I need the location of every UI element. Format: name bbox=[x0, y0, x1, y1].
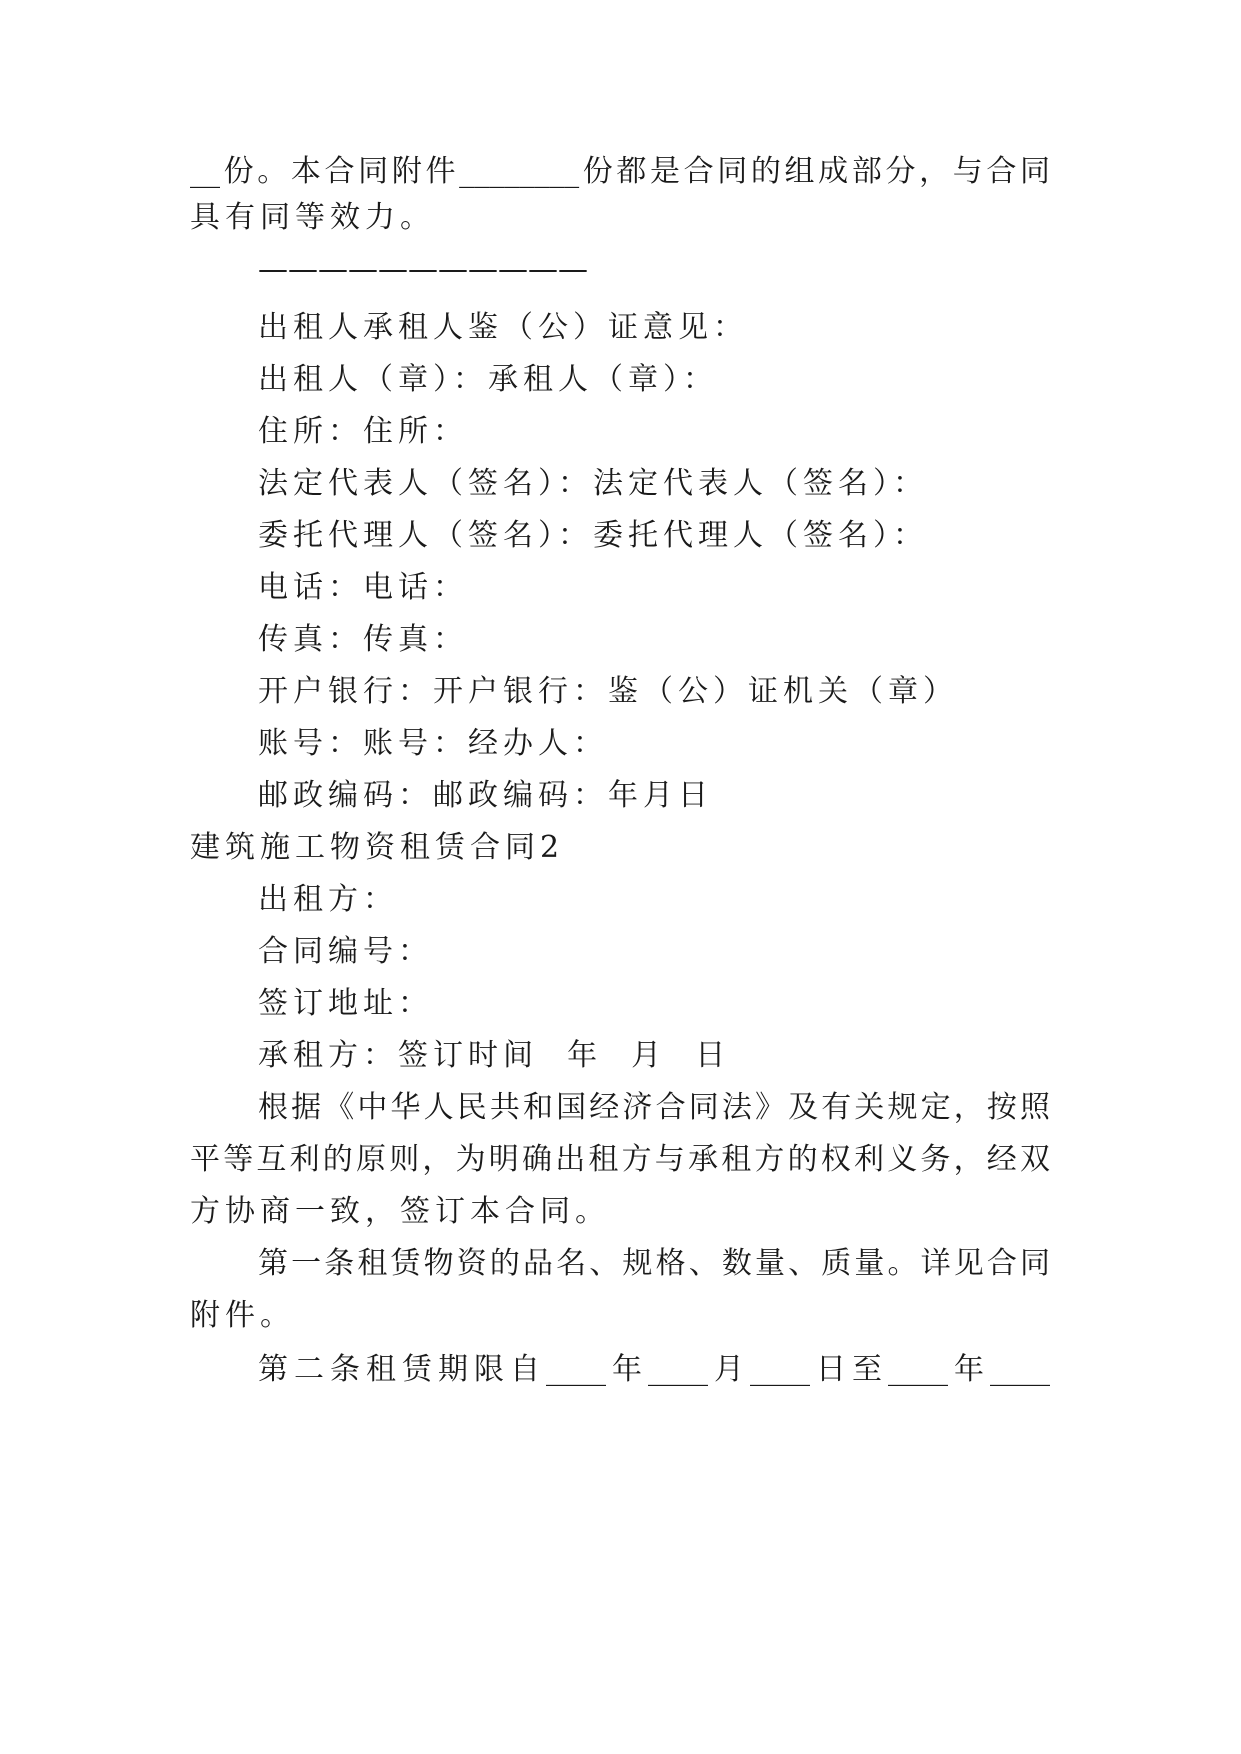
paragraph-line: 住所：住所： bbox=[258, 414, 468, 449]
paragraph-line: 承租方：签订时间 年 月 日 bbox=[258, 1038, 731, 1073]
paragraph-line: __份。本合同附件________份都是合同的组成部分，与合同 bbox=[190, 154, 1050, 189]
paragraph-line: 出租人（章）：承租人（章）： bbox=[258, 362, 718, 397]
paragraph-line: 具有同等效力。 bbox=[190, 200, 435, 235]
paragraph-line: 出租方： bbox=[258, 882, 398, 917]
paragraph-line: 传真：传真： bbox=[258, 622, 468, 657]
paragraph-line: 方协商一致，签订本合同。 bbox=[190, 1194, 610, 1229]
paragraph-line: 电话：电话： bbox=[258, 570, 468, 605]
separator-line: ——————————— bbox=[258, 252, 588, 287]
paragraph-line: 根据《中华人民共和国经济合同法》及有关规定，按照 bbox=[258, 1090, 1050, 1125]
paragraph-line: 法定代表人（签名）：法定代表人（签名）： bbox=[258, 466, 928, 501]
paragraph-line: 开户银行：开户银行：鉴（公）证机关（章） bbox=[258, 674, 958, 709]
paragraph-line: 平等互利的原则，为明确出租方与承租方的权利义务，经双 bbox=[190, 1142, 1050, 1177]
paragraph-line: 合同编号： bbox=[258, 934, 433, 969]
paragraph-line: 出租人承租人鉴（公）证意见： bbox=[258, 310, 748, 345]
paragraph-line: 签订地址： bbox=[258, 986, 433, 1021]
paragraph-line: 邮政编码：邮政编码：年月日 bbox=[258, 778, 713, 813]
paragraph-line: 第二条租赁期限自____年____月____日至____年____ bbox=[258, 1352, 1050, 1387]
paragraph-line: 委托代理人（签名）：委托代理人（签名）： bbox=[258, 518, 928, 553]
paragraph-line: 第一条租赁物资的品名、规格、数量、质量。详见合同 bbox=[258, 1246, 1050, 1281]
paragraph-line: 账号：账号：经办人： bbox=[258, 726, 608, 761]
section-title: 建筑施工物资租赁合同2 bbox=[190, 830, 565, 865]
paragraph-line: 附件。 bbox=[190, 1298, 295, 1333]
